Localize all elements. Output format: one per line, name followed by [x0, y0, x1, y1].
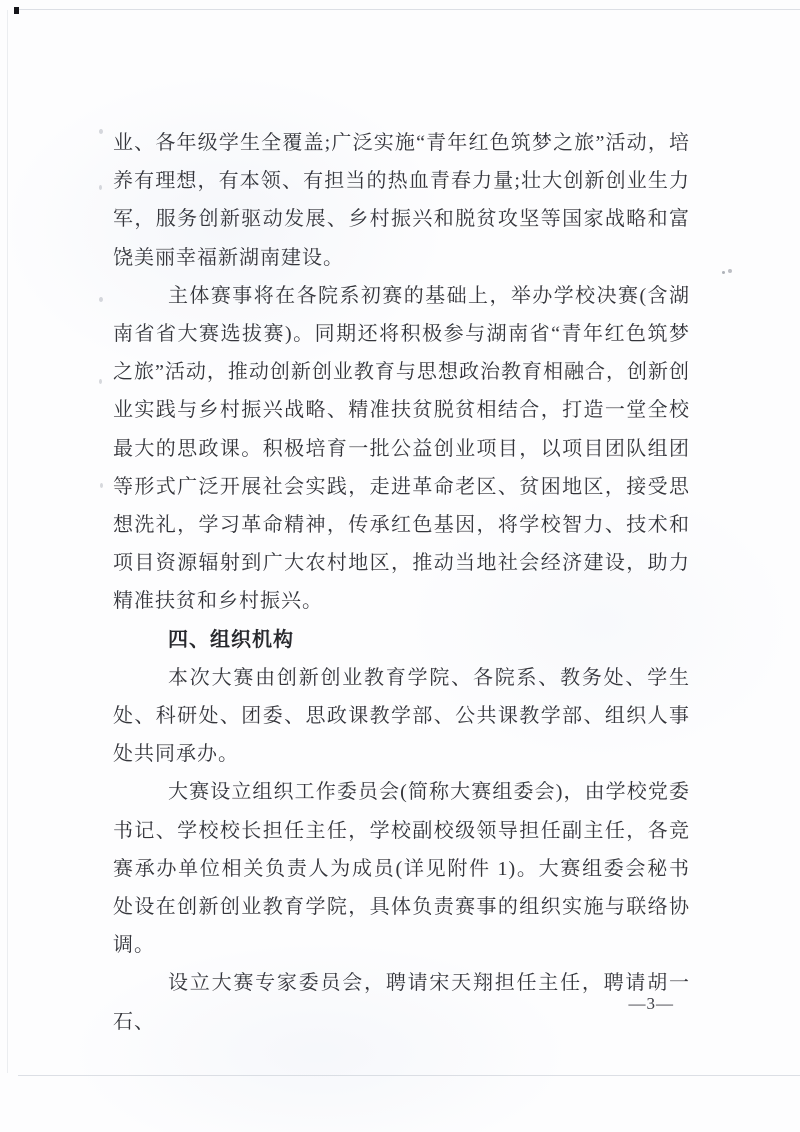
document-paragraph: 设立大赛专家委员会，聘请宋天翔担任主任，聘请胡一石、	[113, 972, 690, 1033]
document-paragraph: 本次大赛由创新创业教育学院、各院系、教务处、学生处、科研处、团委、思政课教学部、公共课教学部、组织人事处共同承办。	[113, 666, 690, 766]
scan-speck-artifact	[728, 269, 732, 273]
scan-top-edge-line	[14, 9, 800, 10]
scan-corner-artifact-dot	[14, 7, 19, 14]
page-number: —3—	[628, 994, 674, 1013]
scan-speck-artifact	[722, 271, 725, 274]
scan-speck-artifact	[99, 297, 103, 302]
scan-speck-artifact	[100, 483, 103, 488]
document-body	[113, 124, 690, 1041]
scan-left-edge-line	[7, 10, 8, 1073]
document-paragraph: 大赛设立组织工作委员会(简称大赛组委会)，由学校党委书记、学校校长担任主任，学校副校级领导担任副主任，各竞赛承办单位相关负责人为成员(详见附件 1)。大赛组委会秘书处设在创新创业教育学院，具体负责赛事的组织实施与联络协调。	[113, 781, 690, 957]
section-heading: 四、组织机构	[168, 628, 294, 651]
scan-speck-artifact	[99, 129, 103, 134]
document-paragraph: 业、各年级学生全覆盖;广泛实施“青年红色筑梦之旅”活动，培养有理想，有本领、有担当的热血青春力量;壮大创新创业生力军，服务创新驱动发展、乡村振兴和脱贫攻坚等国家战略和富饶美丽幸福新湖南建设。	[113, 132, 690, 269]
scan-speck-artifact	[99, 379, 102, 384]
scan-speck-artifact	[99, 185, 102, 190]
document-paragraph: 主体赛事将在各院系初赛的基础上，举办学校决赛(含湖南省省大赛选拔赛)。同期还将积极参与湖南省“青年红色筑梦之旅”活动，推动创新创业教育与思想政治教育相融合，创新创业实践与乡村振兴战略、精准扶贫脱贫相结合，打造一堂全校最大的思政课。积极培育一批公益创业项目，以项目团队组团等形式广泛开展社会实践，走进革命老区、贫困地区，接受思想洗礼，学习革命精神，传承红色基因，将学校智力、技术和项目资源辐射到广大农村地区，推动当地社会经济建设，助力精准扶贫和乡村振兴。	[113, 284, 690, 613]
scan-bottom-edge-line	[18, 1075, 800, 1076]
